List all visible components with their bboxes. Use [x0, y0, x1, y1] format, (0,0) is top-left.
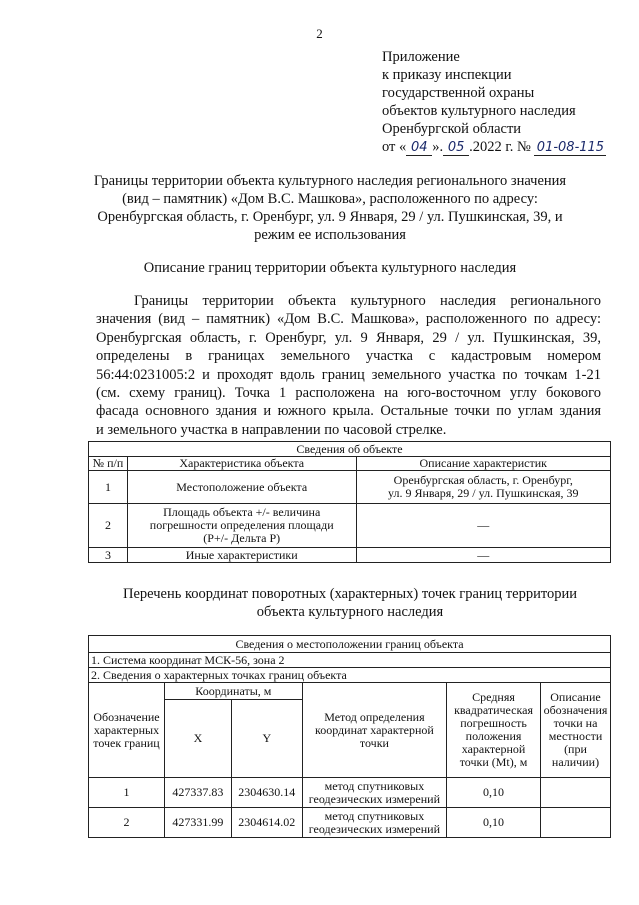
error-value: 0,10 — [447, 778, 541, 808]
header-line: точки — [359, 735, 389, 750]
method-line: геодезических измерений — [308, 791, 441, 806]
method-value — [302, 778, 446, 808]
header-line: координат характерной — [314, 722, 434, 737]
y-value: 2304630.14 — [231, 778, 302, 808]
note-value — [540, 808, 610, 838]
row-characteristic — [127, 504, 356, 548]
description-line: Оренбургская область, г. Оренбург, — [393, 473, 573, 487]
row-description — [356, 471, 611, 504]
characteristic-line: (P+/- Дельта P) — [203, 531, 281, 545]
appendix-header — [382, 48, 632, 156]
header-line: точки на — [553, 716, 598, 730]
table-caption: Сведения о местоположении границ объекта — [89, 636, 611, 653]
column-header: Описание характеристик — [356, 457, 611, 471]
row-number: 3 — [89, 548, 128, 563]
paragraph-line: и земельного участка в направлении по часовой стрелке. — [96, 421, 447, 438]
method-value — [302, 808, 446, 838]
appendix-line: к приказу инспекции — [382, 67, 512, 83]
date-day-handwritten: 04 — [406, 141, 432, 156]
row-description: — — [356, 548, 611, 563]
paragraph-line: (см. схему границ). Точка 1 расположена на юго-восточном углу бокового — [96, 385, 601, 402]
section-subtitle: Описание границ территории объекта культурного наследия — [143, 260, 517, 276]
note-header — [540, 683, 610, 778]
appendix-line: Оренбургской области — [382, 121, 522, 137]
header-line: (при — [564, 742, 587, 756]
table-row — [89, 471, 611, 504]
header-line: местности — [548, 729, 603, 743]
table-caption: Сведения об объекте — [89, 442, 611, 457]
date-year: .2022 г. № — [469, 139, 531, 155]
designation-header — [89, 683, 165, 778]
appendix-line: государственной охраны — [382, 85, 535, 101]
header-line: положения — [465, 729, 522, 743]
header-line: Средняя — [472, 690, 515, 704]
date-prefix: от « — [382, 139, 407, 155]
paragraph-line: определены в границах земельного участка с кадастровым номером — [96, 348, 601, 365]
paragraph-line: фасада основного здания и южного крыла. Остальные точки по углам здания — [96, 403, 601, 420]
header-line: характерных — [93, 722, 160, 737]
title-line: (вид – памятник) «Дом В.С. Машкова», расположенного по адресу: — [122, 191, 538, 207]
x-value: 427337.83 — [164, 778, 231, 808]
method-line: метод спутниковых — [324, 778, 425, 793]
column-header: № п/п — [89, 457, 128, 471]
header-line: Обозначение — [93, 709, 160, 724]
row-number: 2 — [89, 504, 128, 548]
coordinates-header: Координаты, м — [164, 683, 302, 700]
error-header — [447, 683, 541, 778]
page-number: 2 — [316, 26, 323, 41]
column-header: Характеристика объекта — [127, 457, 356, 471]
header-line: точек границ — [93, 735, 160, 750]
header-line: обозначения — [543, 703, 608, 717]
title-line: режим ее использования — [254, 227, 406, 243]
header-line: характерной — [461, 742, 526, 756]
header-line: квадратическая — [454, 703, 533, 717]
characteristic-line: Площадь объекта +/- величина — [163, 505, 321, 519]
date-mid: ». — [432, 139, 444, 155]
appendix-line: Приложение — [382, 49, 460, 65]
table-row — [89, 504, 611, 548]
paragraph-line: 56:44:0231005:2 и проходят вдоль границ земельного участка по точкам 1-21 — [96, 366, 601, 383]
method-header — [302, 683, 446, 778]
characteristic-line: погрешности определения площади — [149, 518, 334, 532]
coordinate-system: 1. Система координат МСК-56, зона 2 — [89, 653, 611, 668]
document-title — [80, 172, 580, 244]
paragraph-line: Оренбургская область, г. Оренбург, ул. 9 Января, 29 / ул. Пушкинская, 39, — [96, 329, 601, 346]
points-caption: 2. Сведения о характерных точках границ объекта — [89, 668, 611, 683]
description-paragraph — [96, 292, 601, 439]
header-line: погрешность — [460, 716, 527, 730]
method-line: геодезических измерений — [308, 821, 441, 836]
appendix-date-line — [382, 138, 632, 156]
header-line: наличии) — [551, 755, 600, 769]
title-line: Границы территории объекта культурного наследия регионального значения — [93, 173, 567, 189]
row-number: 1 — [89, 471, 128, 504]
y-value: 2304614.02 — [231, 808, 302, 838]
object-info-table — [88, 441, 611, 563]
order-number-handwritten: 01-08-115 — [534, 141, 606, 156]
header-line: Описание — [550, 690, 601, 704]
row-description: — — [356, 504, 611, 548]
note-value — [540, 778, 610, 808]
table-row — [89, 808, 611, 838]
y-header: Y — [231, 700, 302, 778]
coordinates-title — [90, 585, 610, 621]
date-month-handwritten: 05 — [443, 141, 469, 156]
description-line: ул. 9 Января, 29 / ул. Пушкинская, 39 — [388, 486, 579, 500]
table-row — [89, 778, 611, 808]
coordinates-title-line: объекта культурного наследия — [256, 604, 444, 620]
row-characteristic: Местоположение объекта — [127, 471, 356, 504]
x-header: X — [164, 700, 231, 778]
coordinates-title-line: Перечень координат поворотных (характерных) точек границ территории — [122, 586, 578, 602]
error-value: 0,10 — [447, 808, 541, 838]
point-number: 1 — [89, 778, 165, 808]
paragraph-line: Границы территории объекта культурного наследия регионального — [134, 293, 601, 309]
paragraph-line: значения (вид – памятник) «Дом В.С. Машкова», расположенного по адресу: — [96, 311, 601, 328]
point-number: 2 — [89, 808, 165, 838]
method-line: метод спутниковых — [324, 808, 425, 823]
x-value: 427331.99 — [164, 808, 231, 838]
appendix-line: объектов культурного наследия — [382, 103, 576, 119]
header-line: Метод определения — [324, 709, 425, 724]
coordinates-table — [88, 635, 611, 838]
title-line: Оренбургская область, г. Оренбург, ул. 9 Января, 29 / ул. Пушкинская, 39, и — [97, 209, 563, 225]
header-line: точки (Mt), м — [459, 755, 528, 769]
row-characteristic: Иные характеристики — [127, 548, 356, 563]
table-row — [89, 548, 611, 563]
